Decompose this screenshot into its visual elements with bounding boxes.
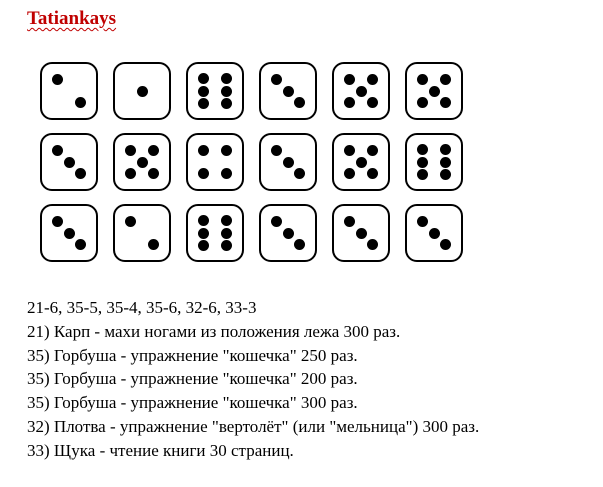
die-face-3 [259, 62, 317, 120]
die-pip [198, 228, 209, 239]
die-pip [440, 74, 451, 85]
die-pip [125, 168, 136, 179]
die-pip [440, 157, 451, 168]
die-pip [417, 157, 428, 168]
die-pip [52, 145, 63, 156]
die-pip [429, 228, 440, 239]
die-face-2 [113, 204, 171, 262]
task-line-1: 21) Карп - махи ногами из положения лежа 300 раз. [27, 321, 401, 341]
die-pip [198, 215, 209, 226]
die-pip [221, 145, 232, 156]
die-pip [221, 240, 232, 251]
die-pip [367, 168, 378, 179]
die-pip [221, 73, 232, 84]
die-face-3 [405, 204, 463, 262]
die-face-1 [113, 62, 171, 120]
die-pip [344, 97, 355, 108]
codes-line: 21-6, 35-5, 35-4, 35-6, 32-6, 33-3 [27, 298, 257, 317]
die-pip [283, 228, 294, 239]
die-pip [344, 74, 355, 85]
die-pip [198, 86, 209, 97]
die-pip [221, 86, 232, 97]
die-face-5 [405, 62, 463, 120]
die-pip [440, 144, 451, 155]
die-pip [294, 168, 305, 179]
die-pip [271, 216, 282, 227]
die-pip [148, 145, 159, 156]
task-line-3: 35) Горбуша - упражнение "кошечка" 200 раз. [27, 369, 358, 389]
die-pip [148, 168, 159, 179]
die-pip [367, 239, 378, 250]
die-pip [148, 239, 159, 250]
die-pip [367, 97, 378, 108]
die-pip [52, 74, 63, 85]
die-pip [271, 74, 282, 85]
die-pip [198, 98, 209, 109]
task-line-4: 35) Горбуша - упражнение "кошечка" 300 раз. [27, 393, 358, 413]
die-pip [429, 86, 440, 97]
die-pip [417, 97, 428, 108]
die-pip [283, 86, 294, 97]
die-pip [221, 168, 232, 179]
die-pip [356, 86, 367, 97]
die-pip [75, 97, 86, 108]
die-pip [367, 74, 378, 85]
die-pip [294, 97, 305, 108]
die-face-5 [332, 133, 390, 191]
die-pip [356, 157, 367, 168]
die-pip [198, 168, 209, 179]
author-signature: Tatiankays [27, 8, 117, 29]
die-pip [52, 216, 63, 227]
die-face-3 [332, 204, 390, 262]
die-pip [440, 169, 451, 180]
die-pip [221, 215, 232, 226]
dice-grid [40, 62, 480, 262]
die-pip [198, 73, 209, 84]
die-pip [417, 216, 428, 227]
die-pip [356, 228, 367, 239]
die-pip [125, 145, 136, 156]
die-face-6 [186, 62, 244, 120]
die-pip [283, 157, 294, 168]
task-line-6: 33) Щука - чтение книги 30 страниц. [27, 440, 294, 460]
die-pip [344, 145, 355, 156]
die-pip [417, 169, 428, 180]
die-pip [137, 86, 148, 97]
die-pip [417, 74, 428, 85]
die-pip [271, 145, 282, 156]
die-face-3 [40, 133, 98, 191]
die-face-5 [113, 133, 171, 191]
die-pip [221, 98, 232, 109]
task-text [27, 296, 597, 463]
die-pip [125, 216, 136, 227]
die-pip [137, 157, 148, 168]
die-pip [344, 216, 355, 227]
die-face-2 [40, 62, 98, 120]
die-face-5 [332, 62, 390, 120]
die-pip [440, 239, 451, 250]
die-pip [64, 157, 75, 168]
die-pip [294, 239, 305, 250]
die-pip [367, 145, 378, 156]
die-face-3 [259, 133, 317, 191]
task-line-5: 32) Плотва - упражнение "вертолёт" (или "мельница") 300 раз. [27, 416, 480, 436]
die-face-3 [259, 204, 317, 262]
die-pip [440, 97, 451, 108]
die-pip [221, 228, 232, 239]
die-pip [198, 145, 209, 156]
die-pip [75, 239, 86, 250]
die-pip [417, 144, 428, 155]
die-pip [64, 228, 75, 239]
die-pip [198, 240, 209, 251]
die-face-3 [40, 204, 98, 262]
die-pip [75, 168, 86, 179]
die-face-6 [405, 133, 463, 191]
die-face-6 [186, 204, 244, 262]
die-pip [344, 168, 355, 179]
task-line-2: 35) Горбуша - упражнение "кошечка" 250 раз. [27, 345, 358, 365]
die-face-4 [186, 133, 244, 191]
